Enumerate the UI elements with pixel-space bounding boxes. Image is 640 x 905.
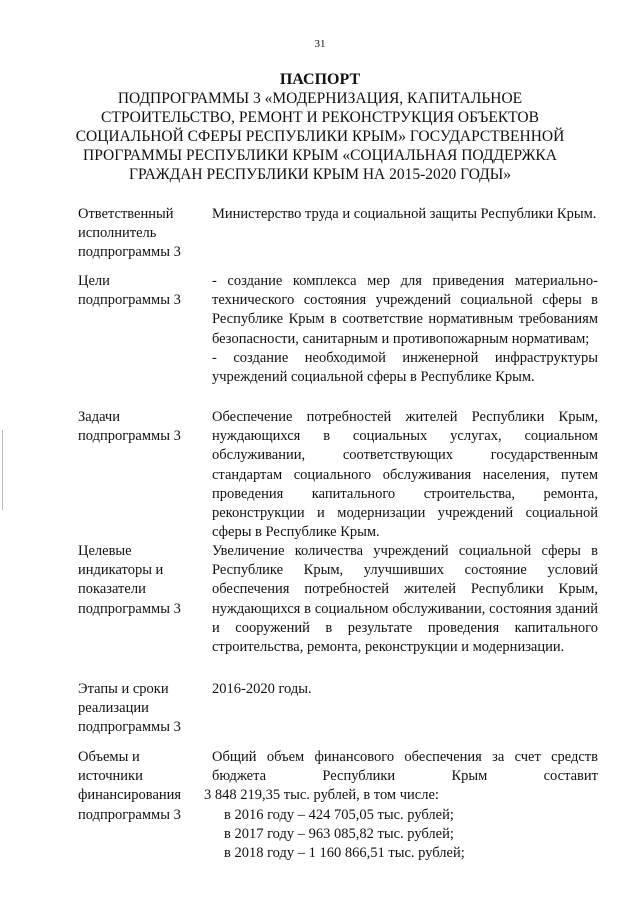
section-label: Этапы и сроки реализации подпрограммы 3	[78, 681, 181, 736]
title-heading: ПАСПОРТ	[279, 71, 361, 88]
indicators-text: Увеличение количества учреждений социальной сферы в Республике Крым, улучшивших состояние условий обеспечения потребностей жителей Республики Крым, нуждающихся в социальном обслуживании, состояния зданий и сооружений в результате проведения капитального строительства, ремонта, реконструкции и модернизации.	[212, 543, 598, 656]
document-title	[60, 70, 580, 184]
goal-item: - создание комплекса мер для приведения материально-технического состояния учреждений социальной сферы в Республике Крым в соответствие нормативным требованиям безопасности, санитарным и противопожарным нормативам;	[212, 273, 598, 347]
funding-year: в 2016 году – 424 705,05 тыс. рублей;	[224, 806, 454, 823]
funding-total: 3 848 219,35 тыс. рублей, в том числе:	[204, 787, 439, 804]
title-line: СТРОИТЕЛЬСТВО, РЕМОНТ И РЕКОНСТРУКЦИЯ ОБЪЕКТОВ	[101, 109, 539, 126]
funding-text	[204, 748, 598, 863]
funding-year: в 2018 году – 1 160 866,51 тыс. рублей;	[224, 845, 465, 862]
title-line: ПРОГРАММЫ РЕСПУБЛИКИ КРЫМ «СОЦИАЛЬНАЯ ПОДДЕРЖКА	[83, 147, 557, 164]
tasks-text: Обеспечение потребностей жителей Республики Крым, нуждающихся в социальных услугах, социальном обслуживании, соответствующих государственным стандартам социального обслуживания населения, путем проведения капитального строительства, ремонта, реконструкции и модернизации учреждений социальной сферы в Республике Крым.	[212, 409, 598, 541]
title-line: ПОДПРОГРАММЫ 3 «МОДЕРНИЗАЦИЯ, КАПИТАЛЬНОЕ	[117, 90, 523, 107]
funding-intro-line: бюджета Республики Крым составит	[212, 768, 598, 785]
scan-artifact	[2, 430, 3, 510]
title-line: ГРАЖДАН РЕСПУБЛИКИ КРЫМ НА 2015-2020 ГОДЫ»	[128, 166, 511, 183]
section-label: Цели подпрограммы 3	[78, 273, 181, 309]
section-label: Задачи подпрограммы 3	[78, 409, 181, 445]
page-number: 31	[314, 38, 326, 50]
section-label: Целевые индикаторы и показатели подпрограммы 3	[78, 543, 181, 617]
funding-year: в 2017 году – 963 085,82 тыс. рублей;	[224, 825, 454, 842]
stages-text: 2016-2020 годы.	[212, 681, 312, 697]
section-label: Ответственный исполнитель подпрограммы 3	[78, 206, 181, 261]
goals-list	[212, 272, 598, 387]
executor-text: Министерство труда и социальной защиты Республики Крым.	[212, 206, 597, 222]
title-line: СОЦИАЛЬНОЙ СФЕРЫ РЕСПУБЛИКИ КРЫМ» ГОСУДАРСТВЕННОЙ	[75, 128, 565, 145]
funding-intro-line: Общий объем финансового обеспечения за счет средств	[212, 749, 598, 765]
section-label: Объемы и источники финансирования подпрограммы 3	[78, 749, 182, 823]
goal-item: - создание необходимой инженерной инфраструктуры учреждений социальной сферы в Республике Крым.	[212, 349, 598, 386]
